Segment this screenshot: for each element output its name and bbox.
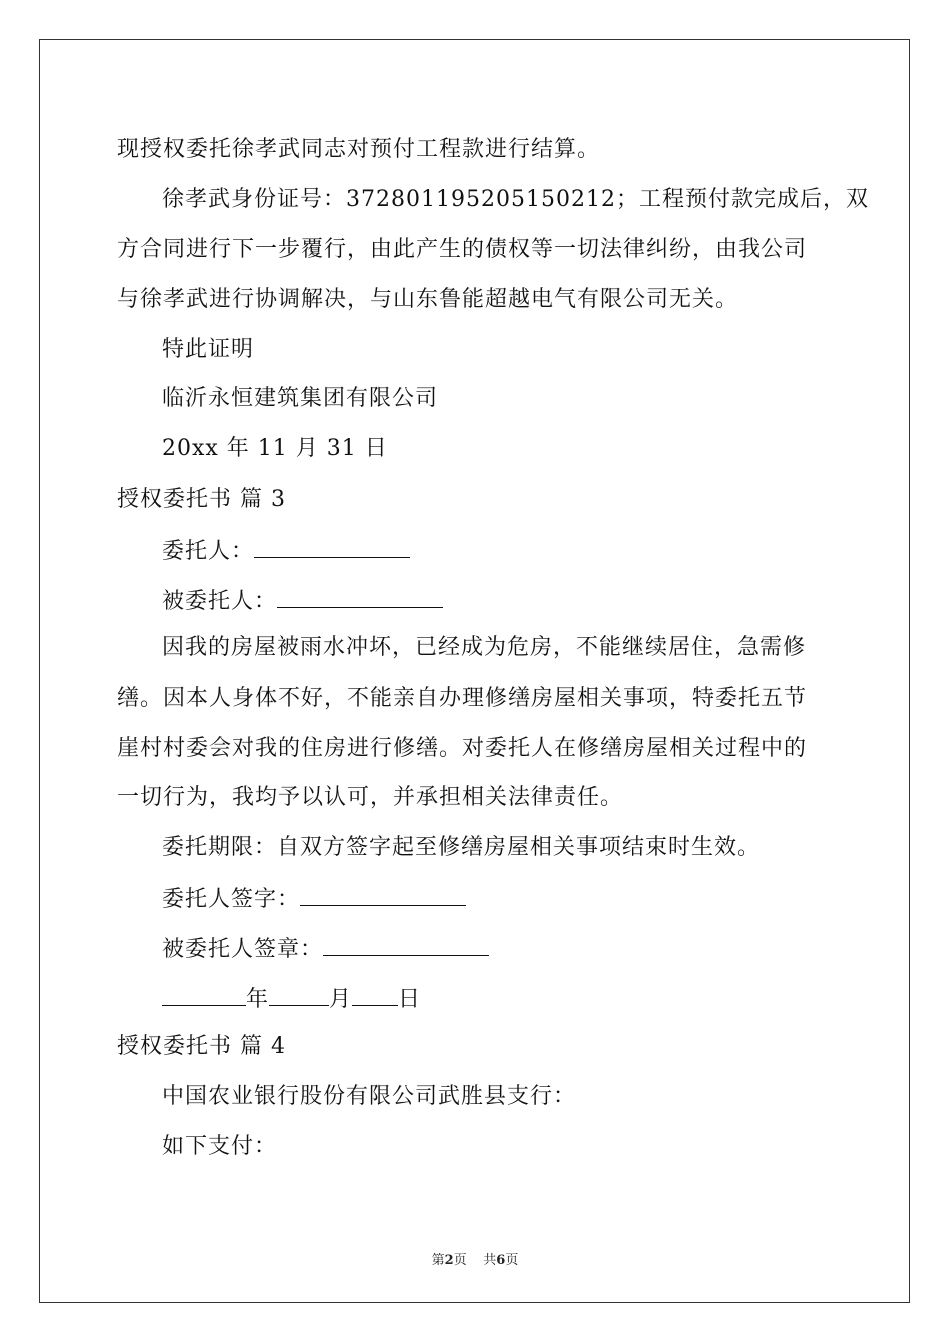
total-prefix: 共 [483, 1253, 497, 1268]
agent-line [162, 589, 443, 613]
paragraph-house-line-4: 一切行为，我均予以认可，并承担相关法律责任。 [117, 785, 624, 810]
paragraph-id-line-2: 方合同进行下一步覆行，由此产生的债权等一切法律纠纷，由我公司 [117, 237, 808, 262]
principal-sign-label: 委托人签字： [162, 887, 301, 912]
month-char: 月 [329, 987, 353, 1012]
sign-date-line [162, 987, 421, 1011]
day-char: 日 [398, 987, 422, 1012]
paragraph-authorization: 现授权委托徐孝武同志对预付工程款进行结算。 [117, 137, 601, 162]
day-blank [352, 987, 398, 1006]
paragraph-house-line-3: 崖村村委会对我的住房进行修缮。对委托人在修缮房屋相关过程中的 [117, 736, 808, 761]
month-blank [269, 987, 329, 1006]
page-footer [0, 1249, 950, 1268]
company-name: 临沂永恒建筑集团有限公司 [162, 386, 439, 411]
bank-name: 中国农业银行股份有限公司武胜县支行： [162, 1084, 577, 1109]
page-border [39, 39, 910, 1303]
certify-text: 特此证明 [162, 337, 255, 362]
section-heading-4: 授权委托书 篇 4 [117, 1034, 286, 1059]
issue-date: 20xx 年 11 月 31 日 [162, 436, 388, 461]
principal-label: 委托人： [162, 539, 255, 564]
principal-sign-blank [300, 887, 466, 906]
total-pages: 6 [496, 1253, 506, 1268]
year-char: 年 [246, 987, 270, 1012]
paragraph-house-line-2: 缮。因本人身体不好，不能亲自办理修缮房屋相关事项，特委托五节 [117, 686, 808, 711]
total-suffix: 页 [505, 1253, 519, 1268]
principal-sign-line [162, 887, 466, 911]
agent-blank [277, 589, 443, 608]
agent-seal-line [162, 937, 489, 961]
paragraph-id-line-1: 徐孝武身份证号：372801195205150212；工程预付款完成后，双 [162, 187, 869, 212]
page-number: 2 [444, 1253, 454, 1268]
page-prefix: 第 [431, 1253, 445, 1268]
term-text: 委托期限：自双方签字起至修缮房屋相关事项结束时生效。 [162, 835, 761, 860]
agent-seal-label: 被委托人签章： [162, 937, 324, 962]
section-heading-3: 授权委托书 篇 3 [117, 487, 286, 512]
paragraph-id-line-3: 与徐孝武进行协调解决，与山东鲁能超越电气有限公司无关。 [117, 287, 739, 312]
year-blank [162, 987, 246, 1006]
agent-label: 被委托人： [162, 589, 278, 614]
principal-blank [254, 539, 410, 558]
paragraph-house-line-1: 因我的房屋被雨水冲坏，已经成为危房，不能继续居住，急需修 [162, 635, 807, 660]
principal-line [162, 539, 410, 563]
agent-seal-blank [323, 937, 489, 956]
payment-text: 如下支付： [162, 1134, 278, 1159]
page-suffix: 页 [453, 1253, 467, 1268]
